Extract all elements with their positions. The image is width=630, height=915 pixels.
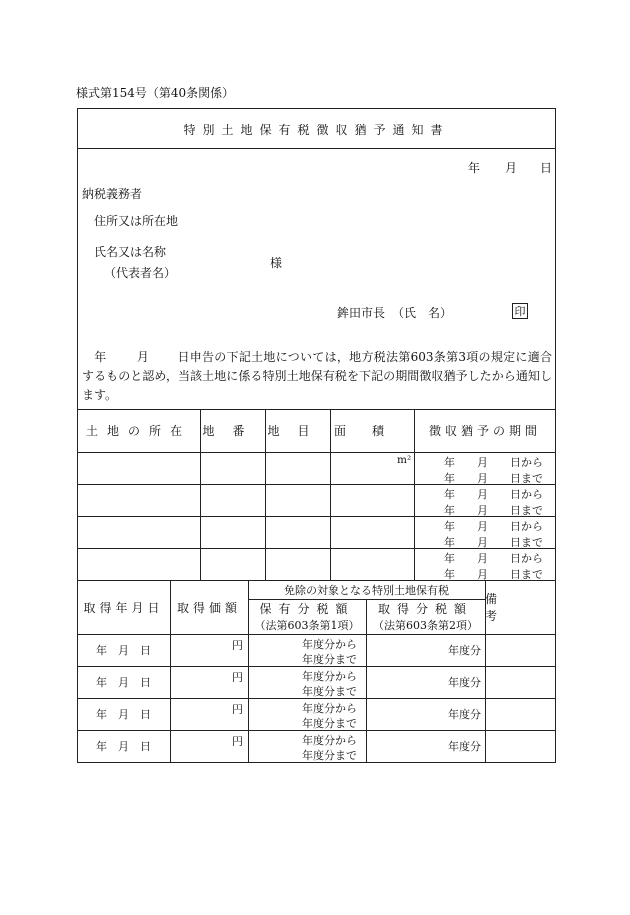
- row-yen-unit: 円: [232, 703, 243, 716]
- row-acquisition-date: 年 月 日: [96, 644, 151, 657]
- row-yen-unit: 円: [232, 735, 243, 748]
- notice-body: [82, 348, 552, 405]
- header-area: 面積: [333, 424, 410, 438]
- header-land-category: 地目: [267, 424, 328, 438]
- header-lot-number: 地番: [202, 424, 263, 438]
- body-year: 年: [94, 350, 107, 364]
- row-holding-to: 年度分まで: [302, 717, 357, 730]
- row-acquisition-date: 年 月 日: [96, 676, 151, 689]
- header-acquisition-date: 取得年月日: [83, 600, 164, 615]
- header-remarks: 備考: [485, 592, 530, 623]
- period-from: 年 月 日から: [444, 488, 543, 501]
- row-holding-from: 年度分から: [302, 702, 357, 715]
- row-acquisition-tax: 年度分: [448, 644, 481, 657]
- row-acquisition-date: 年 月 日: [96, 740, 151, 753]
- header-grace-period: 徴収猶予の期間: [428, 424, 541, 438]
- row-yen-unit: 円: [232, 639, 243, 652]
- issuer-title: 鉾田市長: [337, 306, 386, 320]
- period-to: 年 月 日まで: [444, 568, 543, 581]
- body-text: 日申告の下記土地については，地方税法第603条第3項の規定に適合するものと認め，当該土地に係る特別土地保有税を下記の期間徴収猶予したから通知します。: [82, 350, 552, 402]
- period-from: 年 月 日から: [444, 552, 543, 565]
- title-divider: [77, 148, 556, 149]
- seal-stamp: 印: [512, 303, 528, 319]
- rep-label: （代表者名）: [104, 266, 177, 280]
- land-header-bottom: [77, 452, 556, 453]
- honorific: 様: [270, 256, 283, 270]
- row-holding-from: 年度分から: [302, 638, 357, 651]
- row-holding-to: 年度分まで: [302, 653, 357, 666]
- row-acquisition-date: 年 月 日: [96, 708, 151, 721]
- address-label: 住所又は所在地: [94, 214, 179, 228]
- row-holding-to: 年度分まで: [302, 749, 357, 762]
- issuer-name-label: （氏 名）: [392, 306, 453, 320]
- period-from: 年 月 日から: [444, 520, 543, 533]
- header-acquisition-tax-law: （法第603条第2項）: [373, 618, 478, 632]
- header-location: 土地の所在: [85, 424, 191, 438]
- row-holding-to: 年度分まで: [302, 685, 357, 698]
- header-acquisition-price: 取得価額: [176, 600, 241, 615]
- body-month: 月: [136, 350, 150, 364]
- header-holding-tax: 保有分税額: [259, 602, 355, 616]
- row-acquisition-tax: 年度分: [448, 676, 481, 689]
- period-to: 年 月 日まで: [444, 504, 543, 517]
- name-label: 氏名又は名称: [94, 245, 167, 259]
- taxpayer-heading: 納税義務者: [82, 187, 143, 201]
- row-acquisition-tax: 年度分: [448, 708, 481, 721]
- period-to: 年 月 日まで: [444, 472, 543, 485]
- form-number: 様式第154号（第40条関係）: [76, 86, 235, 100]
- area-unit: m²: [397, 454, 412, 466]
- date-month: 月: [505, 161, 518, 175]
- row-yen-unit: 円: [232, 671, 243, 684]
- date-day: 日: [540, 161, 553, 175]
- header-holding-tax-law: （法第603条第1項）: [254, 618, 360, 632]
- row-holding-from: 年度分から: [302, 734, 357, 747]
- row-acquisition-tax: 年度分: [448, 740, 481, 753]
- period-from: 年 月 日から: [444, 456, 543, 469]
- header-acquisition-tax: 取得分税額: [377, 602, 473, 616]
- form-title: 特別土地保有税徴収猶予通知書: [183, 123, 450, 137]
- row-holding-from: 年度分から: [302, 670, 357, 683]
- date-year: 年: [468, 161, 481, 175]
- header-exempt-group: 免除の対象となる特別土地保有税: [284, 583, 449, 597]
- period-to: 年 月 日まで: [444, 536, 543, 549]
